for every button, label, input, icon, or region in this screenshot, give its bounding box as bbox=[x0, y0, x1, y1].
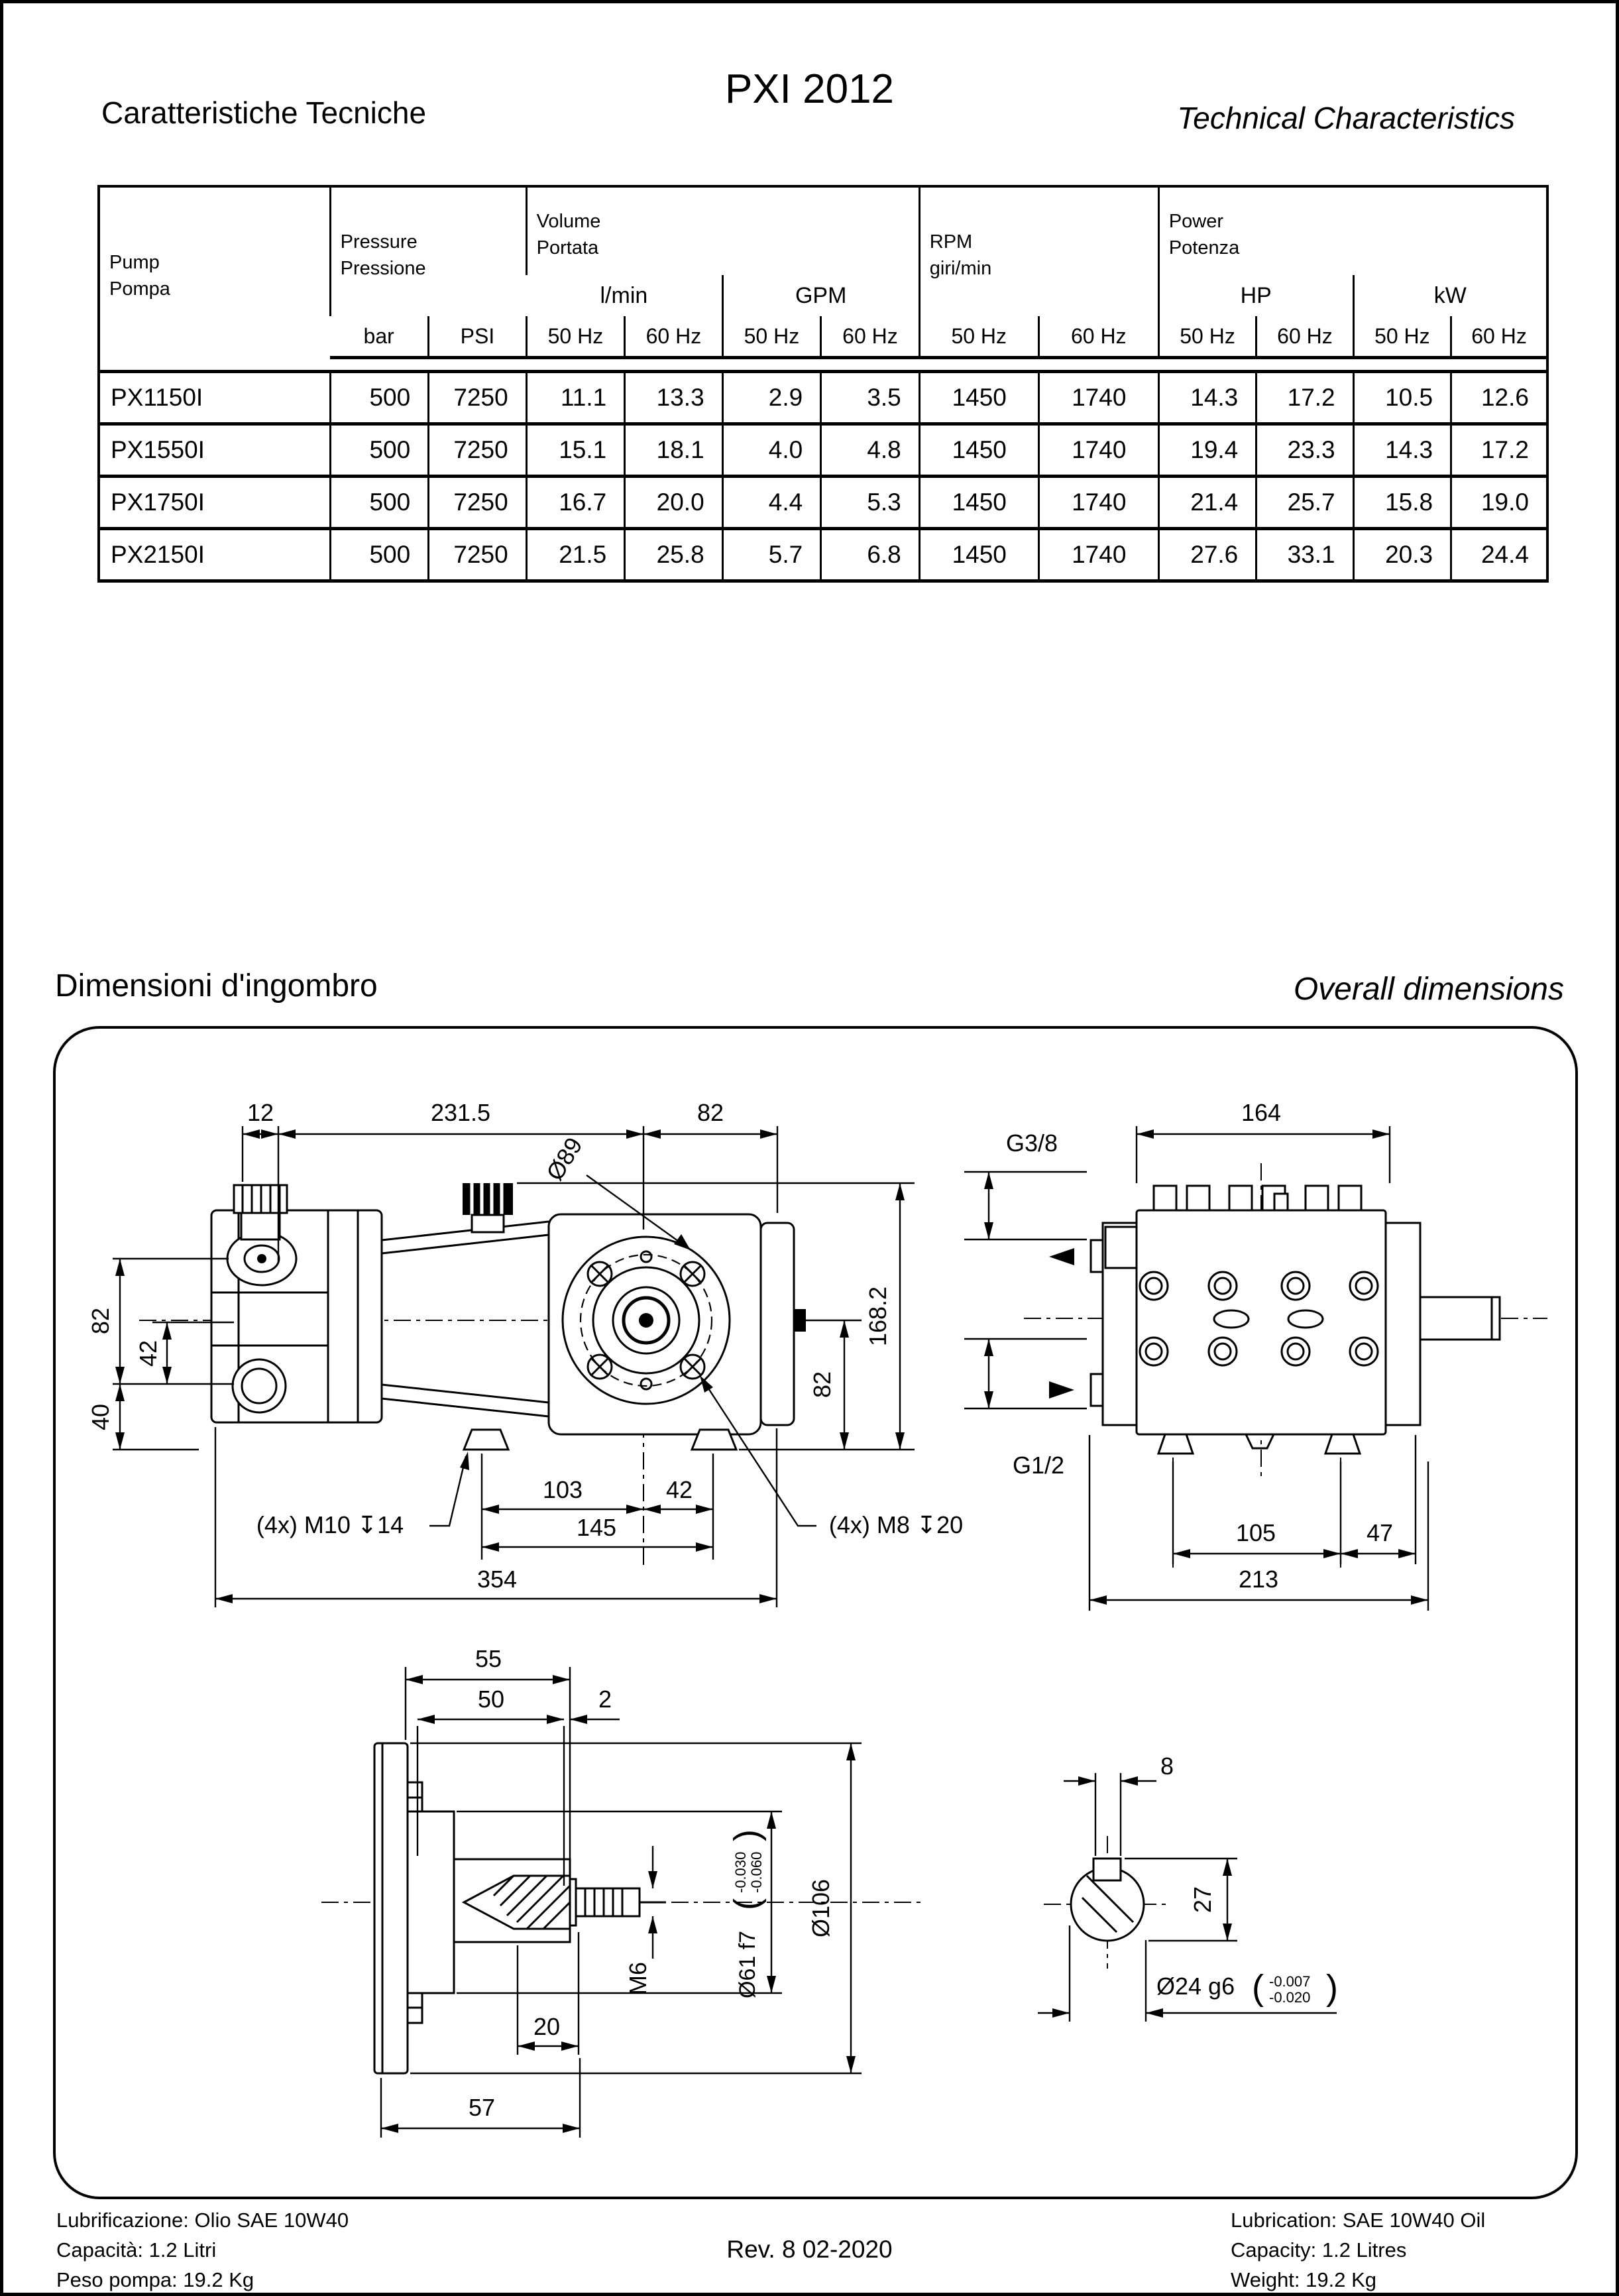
dim-164: 164 bbox=[1241, 1099, 1282, 1126]
port-g12: G1/2 bbox=[1012, 1452, 1065, 1479]
dim-42-bottom: 42 bbox=[665, 1476, 693, 1503]
unit-bar: bar bbox=[330, 316, 429, 358]
dim-168-2: 168.2 bbox=[864, 1286, 891, 1347]
dim-89: Ø89 bbox=[540, 1132, 588, 1186]
cell-lmin60: 13.3 bbox=[625, 372, 722, 424]
cell-kw50: 10.5 bbox=[1353, 372, 1451, 424]
cell-kw60: 19.0 bbox=[1451, 477, 1547, 529]
valve-knob bbox=[463, 1183, 513, 1232]
dim-40: 40 bbox=[87, 1403, 114, 1431]
unit-hz: 50 Hz bbox=[919, 316, 1038, 358]
pump-model: PX1550I bbox=[99, 424, 330, 477]
cell-lmin60: 25.8 bbox=[625, 529, 722, 581]
footer-lubrication-it: Lubrificazione: Olio SAE 10W40 bbox=[56, 2209, 349, 2232]
header-power: Power Potenza bbox=[1158, 186, 1547, 275]
dim-213: 213 bbox=[1238, 1566, 1279, 1593]
dim-50: 50 bbox=[477, 1686, 505, 1713]
cell-rpm60: 1740 bbox=[1038, 372, 1158, 424]
dim-12: 12 bbox=[247, 1099, 274, 1126]
shaft-section-view bbox=[997, 1727, 1448, 2091]
unit-hz: 50 Hz bbox=[722, 316, 821, 358]
footer-lubrication-en: Lubrication: SAE 10W40 Oil bbox=[1231, 2209, 1486, 2232]
dim-145: 145 bbox=[576, 1514, 617, 1541]
dim-24-main: Ø24 g6 bbox=[1156, 1973, 1235, 2000]
footer-weight-it: Peso pompa: 19.2 Kg bbox=[56, 2268, 254, 2291]
dim-61-tol-hi: -0.030 bbox=[732, 1851, 749, 1893]
paren-open: ( bbox=[727, 1898, 767, 1910]
cell-hp60: 25.7 bbox=[1256, 477, 1353, 529]
cell-gpm50: 4.0 bbox=[722, 424, 821, 477]
cell-kw50: 15.8 bbox=[1353, 477, 1451, 529]
cell-kw50: 14.3 bbox=[1353, 424, 1451, 477]
dim-103: 103 bbox=[542, 1476, 583, 1503]
paren-open: ( bbox=[1252, 1968, 1264, 2008]
unit-hz: 60 Hz bbox=[1256, 316, 1353, 358]
pump-model: PX2150I bbox=[99, 529, 330, 581]
cell-lmin60: 18.1 bbox=[625, 424, 722, 477]
technical-table bbox=[97, 185, 1549, 583]
unit-hz: 60 Hz bbox=[625, 316, 722, 358]
cell-kw50: 20.3 bbox=[1353, 529, 1451, 581]
cell-rpm50: 1450 bbox=[919, 529, 1038, 581]
footer-weight-en: Weight: 19.2 Kg bbox=[1231, 2268, 1377, 2291]
unit-hz: 60 Hz bbox=[821, 316, 920, 358]
dim-231-5: 231.5 bbox=[430, 1099, 491, 1126]
paren-close: ) bbox=[1326, 1968, 1338, 2008]
port-g38: G3/8 bbox=[1005, 1129, 1058, 1157]
cell-bar: 500 bbox=[330, 424, 429, 477]
cell-lmin50: 11.1 bbox=[526, 372, 625, 424]
cell-hp50: 14.3 bbox=[1158, 372, 1256, 424]
cell-kw60: 12.6 bbox=[1451, 372, 1547, 424]
table-row bbox=[99, 424, 1547, 477]
cell-psi: 7250 bbox=[429, 424, 526, 477]
dim-55: 55 bbox=[475, 1645, 502, 1672]
cell-psi: 7250 bbox=[429, 477, 526, 529]
cell-kw60: 24.4 bbox=[1451, 529, 1547, 581]
cell-gpm60: 6.8 bbox=[821, 529, 920, 581]
cell-lmin50: 21.5 bbox=[526, 529, 625, 581]
dim-61-tol-lo: -0.060 bbox=[748, 1851, 765, 1893]
shaft-side-view bbox=[295, 1647, 958, 2177]
dim-27: 27 bbox=[1189, 1886, 1216, 1914]
cell-gpm60: 5.3 bbox=[821, 477, 920, 529]
group-kw: kW bbox=[1353, 275, 1547, 316]
dim-82-left: 82 bbox=[87, 1307, 114, 1335]
pump-side-view bbox=[66, 1064, 994, 1647]
footer-capacity-en: Capacity: 1.2 Litres bbox=[1231, 2238, 1407, 2262]
dim-24-tol-hi: -0.007 bbox=[1269, 1973, 1311, 1990]
cell-lmin50: 16.7 bbox=[526, 477, 625, 529]
cell-gpm60: 3.5 bbox=[821, 372, 920, 424]
header-pump: Pump Pompa bbox=[109, 252, 170, 300]
footer-capacity-it: Capacità: 1.2 Litri bbox=[56, 2238, 217, 2262]
group-hp: HP bbox=[1158, 275, 1353, 316]
cell-bar: 500 bbox=[330, 477, 429, 529]
group-gpm: GPM bbox=[722, 275, 919, 316]
unit-hz: 50 Hz bbox=[1353, 316, 1451, 358]
cell-hp50: 19.4 bbox=[1158, 424, 1256, 477]
cell-hp60: 17.2 bbox=[1256, 372, 1353, 424]
dim-20: 20 bbox=[533, 2013, 561, 2040]
flow-out-arrow bbox=[1049, 1381, 1074, 1399]
cell-rpm60: 1740 bbox=[1038, 424, 1158, 477]
footer-revision: Rev. 8 02-2020 bbox=[726, 2236, 893, 2263]
dim-2: 2 bbox=[598, 1686, 612, 1713]
unit-hz: 60 Hz bbox=[1451, 316, 1547, 358]
cell-rpm60: 1740 bbox=[1038, 477, 1158, 529]
dim-105: 105 bbox=[1235, 1519, 1276, 1546]
table-row bbox=[99, 372, 1547, 424]
dim-82-right: 82 bbox=[809, 1371, 836, 1399]
unit-psi: PSI bbox=[429, 316, 526, 358]
cell-gpm60: 4.8 bbox=[821, 424, 920, 477]
pump-model: PX1150I bbox=[99, 372, 330, 424]
unit-hz: 60 Hz bbox=[1038, 316, 1158, 358]
dim-57: 57 bbox=[468, 2094, 496, 2121]
callout-m6: M6 bbox=[624, 1961, 651, 1996]
header-rpm: RPM giri/min bbox=[919, 186, 1158, 316]
pump-front-view bbox=[944, 1064, 1581, 1627]
cell-rpm50: 1450 bbox=[919, 424, 1038, 477]
callout-m10: (4x) M10 ↧14 bbox=[256, 1511, 404, 1538]
flow-in-arrow bbox=[1049, 1248, 1074, 1265]
table-row bbox=[99, 477, 1547, 529]
cell-gpm50: 5.7 bbox=[722, 529, 821, 581]
pump-model-title: PXI 2012 bbox=[724, 66, 895, 112]
unit-hz: 50 Hz bbox=[1158, 316, 1256, 358]
dimensions-title-italian: Dimensioni d'ingombro bbox=[55, 968, 378, 1004]
cell-rpm50: 1450 bbox=[919, 477, 1038, 529]
dim-354: 354 bbox=[476, 1566, 518, 1593]
cell-psi: 7250 bbox=[429, 372, 526, 424]
callout-m8: (4x) M8 ↧20 bbox=[828, 1511, 964, 1538]
group-lmin: l/min bbox=[600, 282, 648, 308]
cell-hp60: 33.1 bbox=[1256, 529, 1353, 581]
dimensions-title-english: Overall dimensions bbox=[1293, 972, 1564, 1007]
unit-hz: 50 Hz bbox=[526, 316, 625, 358]
cell-kw60: 17.2 bbox=[1451, 424, 1547, 477]
cell-hp50: 21.4 bbox=[1158, 477, 1256, 529]
table-header-body-gap bbox=[99, 358, 1547, 372]
dim-42-left: 42 bbox=[135, 1340, 162, 1367]
dim-47: 47 bbox=[1366, 1519, 1394, 1546]
cell-bar: 500 bbox=[330, 529, 429, 581]
table-row bbox=[99, 529, 1547, 581]
footer-english bbox=[1231, 2205, 1485, 2295]
dim-106: Ø106 bbox=[807, 1878, 834, 1938]
cell-hp50: 27.6 bbox=[1158, 529, 1256, 581]
dim-61-main: Ø61 f7 bbox=[735, 1930, 760, 1998]
dim-82-top: 82 bbox=[697, 1099, 724, 1126]
header-volume: Volume Portata bbox=[526, 186, 919, 275]
dim-24-tol-lo: -0.020 bbox=[1269, 1989, 1311, 2006]
dim-8: 8 bbox=[1160, 1752, 1174, 1780]
cell-bar: 500 bbox=[330, 372, 429, 424]
cell-psi: 7250 bbox=[429, 529, 526, 581]
page-title-italian: Caratteristiche Tecniche bbox=[101, 95, 427, 130]
cell-rpm50: 1450 bbox=[919, 372, 1038, 424]
page-title-english: Technical Characteristics bbox=[1177, 101, 1515, 135]
cell-lmin50: 15.1 bbox=[526, 424, 625, 477]
header-pressure: Pressure Pressione bbox=[330, 186, 526, 316]
pump-model: PX1750I bbox=[99, 477, 330, 529]
cell-gpm50: 2.9 bbox=[722, 372, 821, 424]
cell-gpm50: 4.4 bbox=[722, 477, 821, 529]
cell-rpm60: 1740 bbox=[1038, 529, 1158, 581]
paren-close: ) bbox=[727, 1829, 767, 1841]
head-plugs bbox=[1154, 1186, 1361, 1210]
cell-hp60: 23.3 bbox=[1256, 424, 1353, 477]
cell-lmin60: 20.0 bbox=[625, 477, 722, 529]
